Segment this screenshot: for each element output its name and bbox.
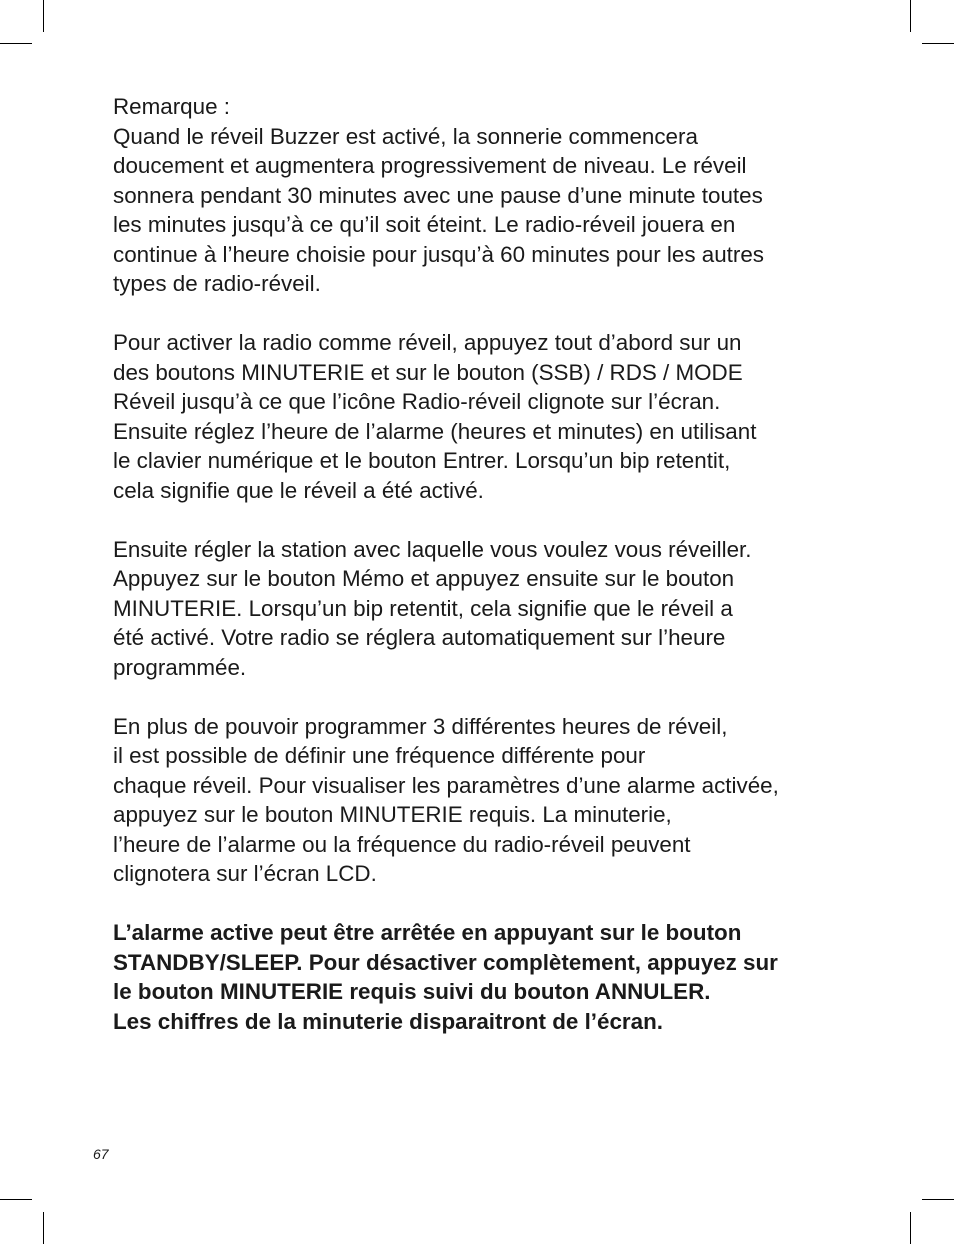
text-line: des boutons MINUTERIE et sur le bouton (SSB) / RDS / MODE xyxy=(113,359,743,385)
crop-mark-top-left-vertical xyxy=(43,0,44,32)
paragraph-regler-station xyxy=(113,535,853,683)
crop-mark-top-right-vertical xyxy=(910,0,911,32)
paragraph-activer-radio xyxy=(113,328,853,505)
text-line: programmée. xyxy=(113,654,247,680)
crop-mark-bottom-right-vertical xyxy=(910,1212,911,1244)
text-line: le clavier numérique et le bouton Entrer. Lorsqu’un bip retentit, xyxy=(113,448,731,473)
paragraph-remarque xyxy=(113,92,853,299)
text-line: cela signifie que le réveil a été activé. xyxy=(113,477,484,503)
paragraph-heures-reveil xyxy=(113,712,853,889)
page-number: 67 xyxy=(93,1146,109,1162)
text-line: En plus de pouvoir programmer 3 différentes heures de réveil, xyxy=(113,713,728,739)
text-line: été activé. Votre radio se réglera automatiquement sur l’heure xyxy=(113,625,726,650)
text-line: Remarque : xyxy=(113,94,230,119)
crop-mark-bottom-right-horizontal xyxy=(922,1199,954,1200)
text-line: Ensuite réglez l’heure de l’alarme (heures et minutes) en utilisant xyxy=(113,418,757,444)
crop-mark-bottom-left-vertical xyxy=(43,1212,44,1244)
crop-mark-top-left-horizontal xyxy=(0,43,32,44)
text-line: Les chiffres de la minuterie disparaitront de l’écran. xyxy=(113,1008,663,1034)
text-line: types de radio-réveil. xyxy=(113,271,321,296)
crop-mark-top-right-horizontal xyxy=(922,43,954,44)
text-line: Appuyez sur le bouton Mémo et appuyez ensuite sur le bouton xyxy=(113,566,735,591)
text-line: continue à l’heure choisie pour jusqu’à 60 minutes pour les autres xyxy=(113,241,764,267)
text-line: le bouton MINUTERIE requis suivi du bouton ANNULER. xyxy=(113,979,711,1004)
text-line: l’heure de l’alarme ou la fréquence du radio-réveil peuvent xyxy=(113,831,691,857)
text-line: Ensuite régler la station avec laquelle vous voulez vous réveiller. xyxy=(113,536,752,562)
paragraph-alarme-active-bold xyxy=(113,918,853,1036)
crop-mark-bottom-left-horizontal xyxy=(0,1199,32,1200)
text-line: STANDBY/SLEEP. Pour désactiver complètement, appuyez sur xyxy=(113,949,778,975)
text-line: les minutes jusqu’à ce qu’il soit éteint. Le radio-réveil jouera en xyxy=(113,212,736,237)
text-line: MINUTERIE. Lorsqu’un bip retentit, cela signifie que le réveil a xyxy=(113,595,733,621)
text-line: L’alarme active peut être arrêtée en appuyant sur le bouton xyxy=(113,920,742,945)
text-line: chaque réveil. Pour visualiser les paramètres d’une alarme activée, xyxy=(113,772,779,798)
text-line: Pour activer la radio comme réveil, appuyez tout d’abord sur un xyxy=(113,330,742,355)
page-body xyxy=(113,92,853,1066)
text-line: appuyez sur le bouton MINUTERIE requis. La minuterie, xyxy=(113,802,672,827)
text-line: doucement et augmentera progressivement de niveau. Le réveil xyxy=(113,153,747,178)
text-line: sonnera pendant 30 minutes avec une pause d’une minute toutes xyxy=(113,182,763,208)
text-line: il est possible de définir une fréquence différente pour xyxy=(113,743,646,768)
text-line: Quand le réveil Buzzer est activé, la sonnerie commencera xyxy=(113,123,698,149)
text-line: Réveil jusqu’à ce que l’icône Radio-réveil clignote sur l’écran. xyxy=(113,389,721,414)
text-line: clignotera sur l’écran LCD. xyxy=(113,861,377,886)
